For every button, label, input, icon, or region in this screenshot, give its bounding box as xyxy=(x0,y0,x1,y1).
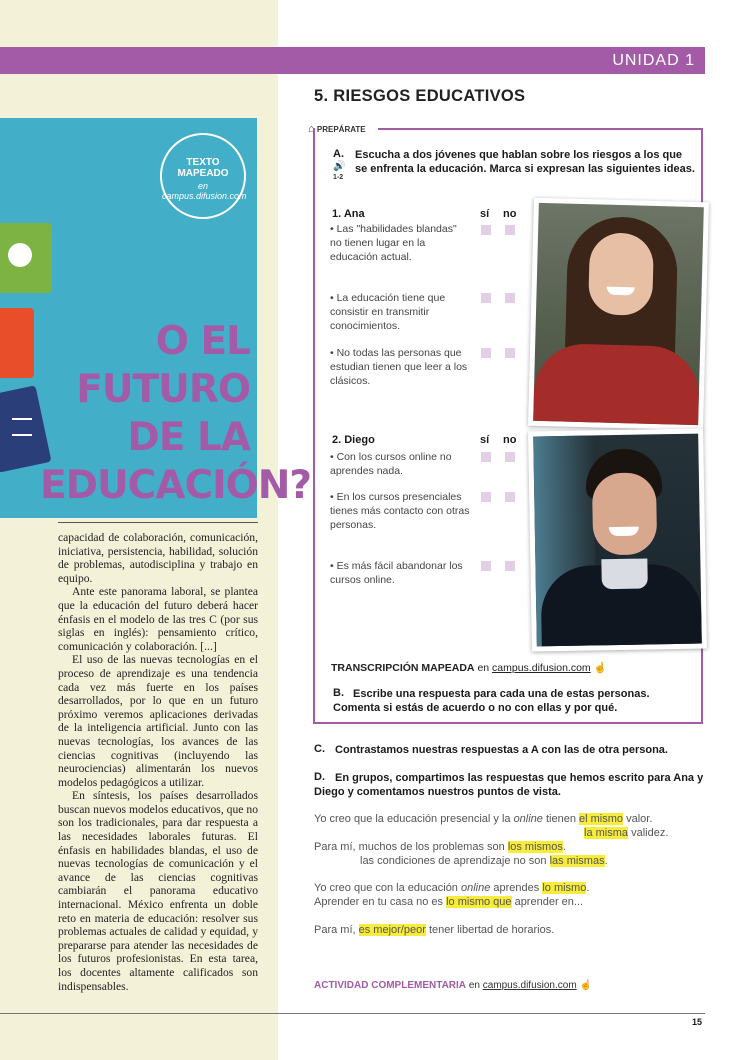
checkbox-diego-1-no[interactable] xyxy=(505,452,515,462)
statement-text: Es más fácil abandonar los cursos online. xyxy=(330,560,463,586)
activity-a-instruction: Escucha a dos jóvenes que hablan sobre los riesgos a los que se enfrenta la educación. Marca si expresan las siguientes ideas. xyxy=(355,149,695,175)
diego-statement-1: • Con los cursos online no aprendes nada. xyxy=(330,451,452,477)
audio-icon: 🔊 xyxy=(333,161,346,172)
dna-icon xyxy=(12,418,32,436)
article-paragraph: Ante este panorama laboral, se plantea que la educación del futuro deberá hacer énfasis en el modelo de las tres C (por sus siglas en inglés): pensamiento crítico, comunicación y colaboración. [...] xyxy=(58,585,258,653)
example-italic: online xyxy=(513,813,543,825)
ana-statement-3: • No todas las personas que estudian tienen que leer a los clásicos. xyxy=(330,347,468,387)
cursor-hand-icon: ☝ xyxy=(579,980,592,991)
highlight: lo mismo xyxy=(542,882,587,894)
diego-statement-3: • Es más fácil abandonar los cursos online. xyxy=(330,560,463,586)
article-paragraph: capacidad de colaboración, comunicación, iniciativa, persistencia, habilidad, solución de problemas, autodisciplina y trabajo en equipo. xyxy=(58,531,258,585)
example-text: tienen xyxy=(542,813,580,825)
example-line-6 xyxy=(314,895,583,910)
example-text: . xyxy=(586,882,590,894)
article-body xyxy=(58,531,258,993)
example-line-4 xyxy=(360,854,608,869)
activity-b-instruction: Escribe una respuesta para cada una de estas personas. Comenta si estás de acuerdo o no con ellas y por qué. xyxy=(333,688,650,714)
activity-link[interactable]: campus.difusion.com xyxy=(482,980,577,991)
checkbox-diego-1-yes[interactable] xyxy=(481,452,491,462)
checkbox-ana-3-no[interactable] xyxy=(505,348,515,358)
example-line-1 xyxy=(314,812,652,827)
prepare-text: PREPÁRATE xyxy=(316,125,366,134)
sweater-shape xyxy=(533,343,700,425)
example-text: Yo creo que con la educación xyxy=(314,882,461,894)
page-number: 15 xyxy=(692,1017,703,1027)
checkbox-ana-2-no[interactable] xyxy=(505,293,515,303)
article-paragraph: El uso de las nuevas tecnologías en el proceso de aprendizaje es una tendencia cada vez más fuerte en los países desarrollados, por lo que en un futuro próximo veremos aplicaciones derivadas de la inteligencia artificial. Junto con las nuevas tecnologías, los avances de las ciencias cognitivas (incluyendo las neurociencias) alimentarán los nuevos modelos pedagógicos a utilizar. xyxy=(58,653,258,789)
transcription-en: en xyxy=(477,662,490,674)
checkbox-ana-2-yes[interactable] xyxy=(481,293,491,303)
example-line-2 xyxy=(584,826,668,841)
example-line-3 xyxy=(314,840,566,855)
activity-d-letter: D. xyxy=(314,771,325,783)
footer-rule xyxy=(0,1013,705,1014)
example-text: Para mí, xyxy=(314,924,359,936)
example-text: aprender en... xyxy=(511,896,584,908)
activity-d-instruction: En grupos, compartimos las respuestas que hemos escrito para Ana y Diego y comentamos nuestros puntos de vista. xyxy=(314,772,704,798)
activity-c-letter: C. xyxy=(314,743,325,755)
checkbox-ana-1-yes[interactable] xyxy=(481,225,491,235)
example-text: . xyxy=(604,855,608,867)
face-shape xyxy=(592,472,657,555)
title-line: FUTURO xyxy=(76,367,250,412)
collar-shape xyxy=(601,558,648,589)
activity-a-letter: A. xyxy=(333,148,344,160)
example-text: tener libertad de horarios. xyxy=(425,924,555,936)
statement-text: La educación tiene que consistir en transmitir conocimientos. xyxy=(330,292,446,332)
unit-header-bar xyxy=(0,47,705,74)
diego-photo xyxy=(528,428,707,651)
transcription-line xyxy=(331,661,607,674)
highlight: el mismo xyxy=(579,813,624,825)
example-text: Para mí, muchos de los problemas son xyxy=(314,841,508,853)
example-text: las condiciones de aprendizaje no son xyxy=(360,855,550,867)
home-icon: ⌂ xyxy=(308,123,315,135)
title-line: O EL xyxy=(155,319,250,364)
statement-text: Con los cursos online no aprendes nada. xyxy=(330,451,452,477)
smile-shape xyxy=(607,287,635,296)
diego-statement-2: • En los cursos presenciales tienes más contacto con otras personas. xyxy=(330,491,470,531)
diego-heading: 2. Diego xyxy=(332,434,375,446)
highlight: lo mismo que xyxy=(446,896,512,908)
example-line-5 xyxy=(314,881,589,896)
stamp-line-1: TEXTO xyxy=(186,157,220,168)
cursor-hand-icon: ☝ xyxy=(593,662,607,674)
checkbox-ana-3-yes[interactable] xyxy=(481,348,491,358)
activity-b-letter: B. xyxy=(333,687,344,699)
yes-header: sí xyxy=(480,208,490,220)
example-text: validez. xyxy=(628,827,669,839)
example-line-7 xyxy=(314,923,554,938)
stamp-line-2: MAPEADO xyxy=(177,168,229,179)
column-rule xyxy=(58,522,258,523)
checkbox-ana-1-no[interactable] xyxy=(505,225,515,235)
transcription-link[interactable]: campus.difusion.com xyxy=(492,662,591,674)
checkbox-diego-3-no[interactable] xyxy=(505,561,515,571)
activity-c-instruction: Contrastamos nuestras respuestas a A con las de otra persona. xyxy=(335,744,668,756)
globe-icon xyxy=(8,243,32,267)
checkbox-diego-3-yes[interactable] xyxy=(481,561,491,571)
example-text: Yo creo que la educación presencial y la xyxy=(314,813,514,825)
statement-text: Las "habilidades blandas" no tienen lugar en la educación actual. xyxy=(330,223,457,263)
complementary-activity xyxy=(314,980,592,991)
highlight: la misma xyxy=(584,827,629,839)
puzzle-piece-red xyxy=(0,308,34,378)
article-title xyxy=(40,318,312,510)
example-italic: online xyxy=(460,882,491,894)
yes-header: sí xyxy=(480,434,490,446)
example-text: . xyxy=(562,841,566,853)
ana-statement-1: • Las "habilidades blandas" no tienen lugar en la educación actual. xyxy=(330,223,457,263)
face-shape xyxy=(588,232,654,316)
highlight: los mismos xyxy=(507,841,563,853)
example-text: valor. xyxy=(623,813,653,825)
transcription-label: TRANSCRIPCIÓN MAPEADA xyxy=(331,662,475,674)
highlight: las mismas xyxy=(549,855,605,867)
ana-statement-2: • La educación tiene que consistir en transmitir conocimientos. xyxy=(330,292,446,332)
article-paragraph: En síntesis, los países desarrollados buscan nuevos modelos educativos, que no son los tradicionales, para dar respuesta a las necesidades laborales futuras. El énfasis en habilidades blandas, el uso de nuevas tecnologías de comunicación y el avance de las ciencias cognitivas cambiarán el panorama educativo internacional. México enfrenta un doble reto en materia de educación: resolver sus problemas actuales de calidad y equidad, y prepararse para atender las necesidades de los futuros profesionistas. En esta tarea, los docentes altamente calificados son indispensables. xyxy=(58,789,258,993)
ana-photo xyxy=(528,198,709,431)
section-title: 5. RIESGOS EDUCATIVOS xyxy=(314,87,526,105)
example-text: Aprender en tu casa no es xyxy=(314,896,447,908)
activity-label: ACTIVIDAD COMPLEMENTARIA xyxy=(314,980,467,991)
title-line: DE LA xyxy=(127,415,250,460)
example-text: aprendes xyxy=(490,882,543,894)
no-header: no xyxy=(503,434,517,446)
mapped-text-stamp xyxy=(160,133,246,219)
unit-label: UNIDAD 1 xyxy=(612,52,695,69)
activity-en: en xyxy=(468,980,480,991)
audio-track-number: 1-2 xyxy=(333,174,344,181)
statement-text: En los cursos presenciales tienes más contacto con otras personas. xyxy=(330,491,470,531)
checkbox-diego-2-no[interactable] xyxy=(505,492,515,502)
ana-heading: 1. Ana xyxy=(332,208,365,220)
highlight: es mejor/peor xyxy=(358,924,426,936)
checkbox-diego-2-yes[interactable] xyxy=(481,492,491,502)
stamp-line-3: en campus.difusion.com xyxy=(162,181,247,201)
no-header: no xyxy=(503,208,517,220)
title-line: EDUCACIÓN? xyxy=(40,463,312,508)
statement-text: No todas las personas que estudian tienen que leer a los clásicos. xyxy=(330,347,468,387)
